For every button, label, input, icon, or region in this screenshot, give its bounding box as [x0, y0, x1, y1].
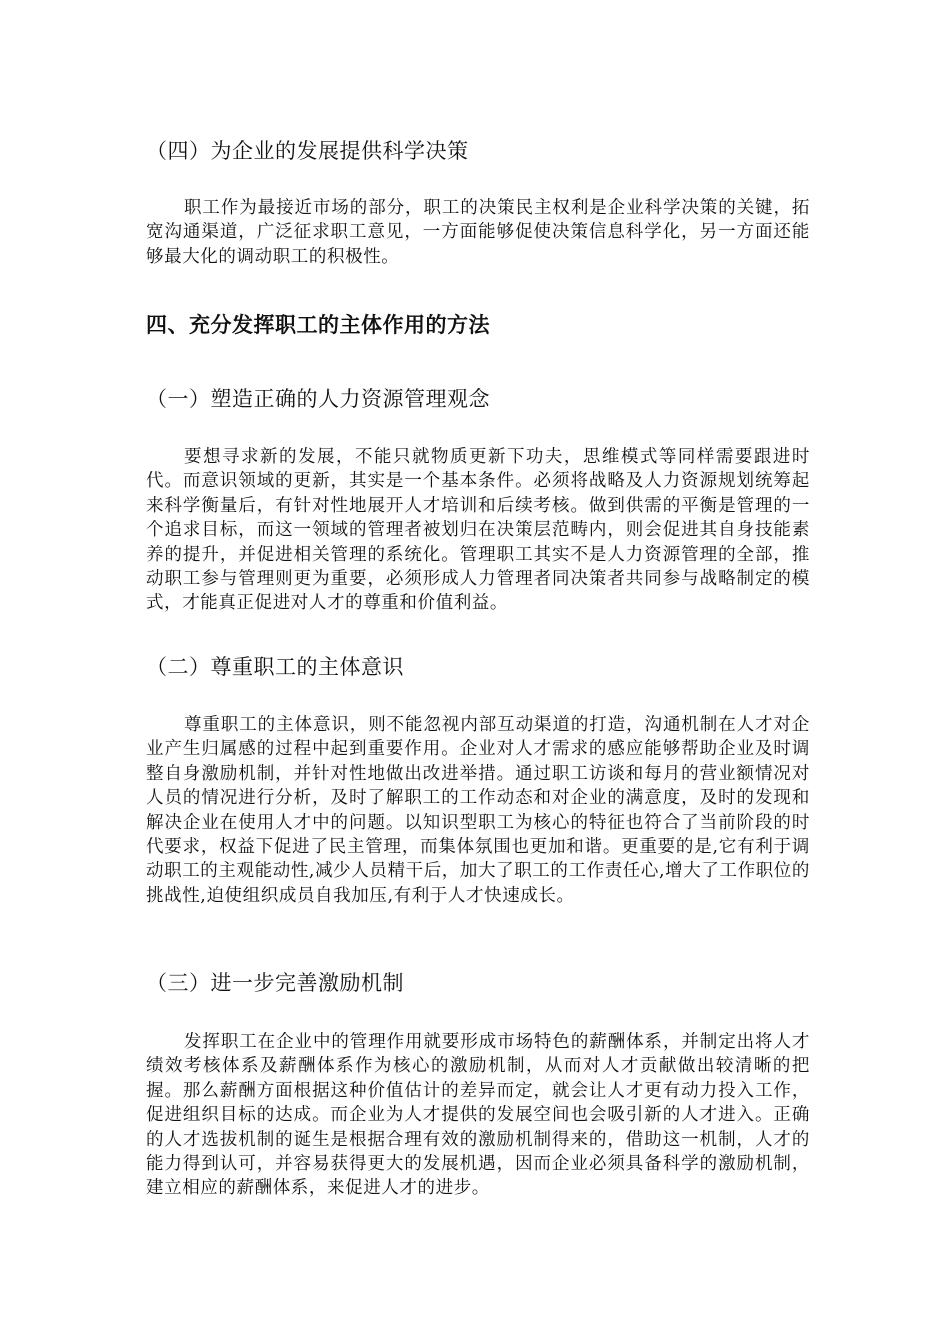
main-heading: 四、充分发挥职工的主体作用的方法: [146, 312, 490, 337]
subsection-two-paragraph: 尊重职工的主体意识，则不能忽视内部互动渠道的打造，沟通机制在人才对企业产生归属感的过程中起到重要作用。企业对人才需求的感应能够帮助企业及时调整自身激励机制，并针对性地做出改进举措。通过职工访谈和每月的营业额情况对人员的情况进行分析，及时了解职工的工作动态和对企业的满意度，及时的发现和解决企业在使用人才中的问题。以知识型职工为核心的特征也符合了当前阶段的时代要求，权益下促进了民主管理，而集体氛围也更加和谐。更重要的是,它有利于调动职工的主观能动性,减少人员精干后，加大了职工的工作责任心,增大了工作职位的挑战性,迫使组织成员自我加压,有利于人才快速成长。: [146, 715, 810, 906]
subsection-three-subheading: （三）进一步完善激励机制: [146, 971, 404, 995]
section-four-subheading: （四）为企业的发展提供科学决策: [146, 139, 469, 163]
subsection-two-subheading: （二）尊重职工的主体意识: [146, 655, 404, 679]
subsection-three-paragraph: 发挥职工在企业中的管理作用就要形成市场特色的薪酬体系，并制定出将人才绩效考核体系及薪酬体系作为核心的激励机制，从而对人才贡献做出较清晰的把握。那么薪酬方面根据这种价值估计的差异而定，就会让人才更有动力投入工作，促进组织目标的达成。而企业为人才提供的发展空间也会吸引新的人才进入。正确的人才选拔机制的诞生是根据合理有效的激励机制得来的，借助这一机制，人才的能力得到认可，并容易获得更大的发展机遇，因而企业必须具备科学的激励机制，建立相应的薪酬体系，来促进人才的进步。: [146, 1032, 810, 1199]
subsection-one-paragraph: 要想寻求新的发展，不能只就物质更新下功夫，思维模式等同样需要跟进时代。而意识领域的更新，其实是一个基本条件。必须将战略及人力资源规划统筹起来科学衡量后，有针对性地展开人才培训和后续考核。做到供需的平衡是管理的一个追求目标，而这一领域的管理者被划归在决策层范畴内，则会促进其自身技能素养的提升，并促进相关管理的系统化。管理职工其实不是人力资源管理的全部，推动职工参与管理则更为重要，必须形成人力管理者同决策者共同参与战略制定的模式，才能真正促进对人才的尊重和价值利益。: [146, 447, 810, 614]
subsection-one-subheading: （一）塑造正确的人力资源管理观念: [146, 387, 490, 411]
section-four-paragraph: 职工作为最接近市场的部分，职工的决策民主权利是企业科学决策的关键，拓宽沟通渠道，广泛征求职工意见，一方面能够促使决策信息科学化，另一方面还能够最大化的调动职工的积极性。: [146, 198, 810, 267]
